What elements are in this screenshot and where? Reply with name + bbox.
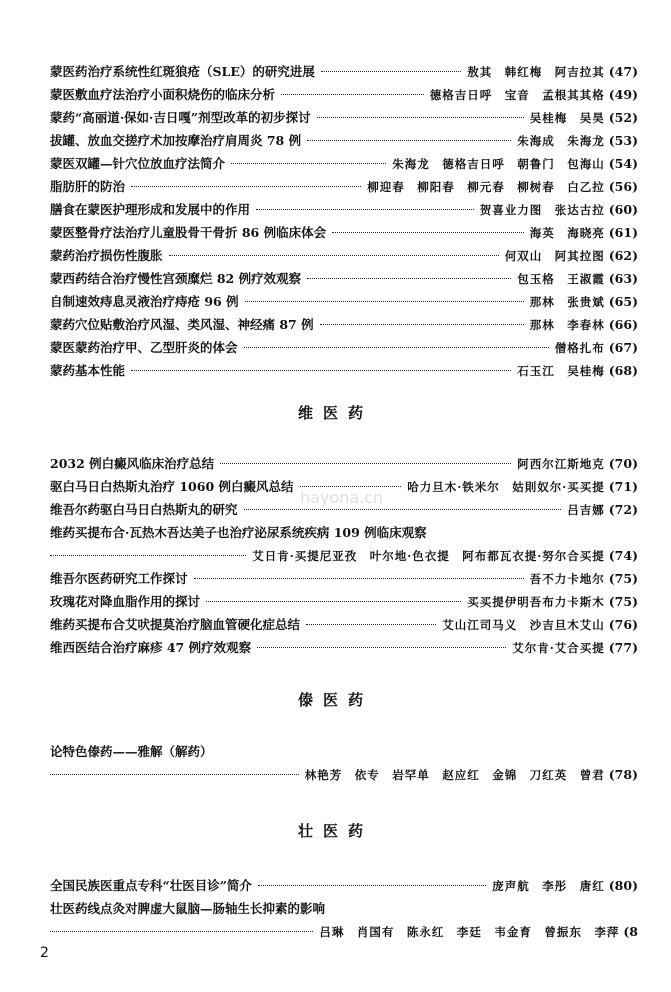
dot-leader: [206, 600, 461, 602]
toc-entry-page: (56): [608, 179, 638, 194]
watermark-text: hayona.cn: [300, 488, 384, 507]
toc-entry-title: 蒙医药治疗系统性红斑狼疮（SLE）的研究进展: [50, 64, 315, 79]
toc-entry-authors: 吴桂梅 吴昊: [529, 111, 605, 125]
toc-entry: [50, 544, 638, 567]
toc-entry-page: (66): [608, 317, 638, 332]
dot-leader: [220, 462, 511, 464]
toc-entry-page: (61): [608, 225, 638, 240]
zhuang-medicine-section: [50, 874, 638, 943]
toc-entry: [50, 313, 638, 336]
zhuang-medicine-heading: 壮医药: [297, 822, 373, 840]
toc-entry-authors: 石玉江 吴桂梅: [517, 364, 605, 378]
toc-entry-authors: 海英 海晓亮: [529, 226, 605, 240]
toc-entry-title: 壮医药线点灸对脾虚大鼠脑—肠轴生长抑素的影响: [50, 901, 326, 916]
toc-entry-authors: 庞声航 李彤 唐红: [492, 879, 605, 893]
toc-entry-authors: 朱海成 朱海龙: [517, 134, 605, 148]
dot-leader: [317, 116, 524, 118]
toc-entry-authors: 那林 李春林: [529, 318, 605, 332]
toc-entry-authors: 艾尔肯·艾合买提: [512, 641, 605, 655]
toc-entry-title: 自制速效痔息灵液治疗痔疮 96 例: [50, 294, 239, 309]
toc-entry: [50, 244, 638, 267]
dot-leader: [332, 231, 524, 233]
toc-entry: [50, 498, 638, 521]
toc-entry-authors: 哈力旦木·铁米尔 姑則奴尔·买买提: [407, 480, 605, 494]
toc-entry-authors: 何双山 阿其拉图: [504, 249, 605, 263]
toc-entry-page: (70): [608, 456, 638, 471]
toc-entry-authors: 柳迎春 柳阳春 柳元春 柳树春 白乙拉: [367, 180, 605, 194]
toc-entry-page: (63): [608, 271, 638, 286]
toc-entry-authors: 艾山江司马义 沙吉旦木艾山: [442, 618, 605, 632]
toc-entry: [50, 613, 638, 636]
toc-entry-title: 蒙医整骨疗法治疗儿童股骨干骨折 86 例临床体会: [50, 225, 327, 240]
toc-entry-page: (78): [608, 767, 638, 782]
toc-entry-page: (8: [623, 924, 638, 939]
toc-entry-title: 蒙医蒙药治疗甲、乙型肝炎的体会: [50, 340, 238, 355]
toc-entry-authors: 包玉格 王淑霞: [517, 272, 605, 286]
toc-entry-authors: 那林 张贵斌: [529, 295, 605, 309]
toc-entry: [50, 198, 638, 221]
toc-entry-authors: 敖其 韩红梅 阿吉拉其: [467, 65, 605, 79]
toc-entry-page: (71): [608, 479, 638, 494]
toc-entry: [50, 106, 638, 129]
toc-entry-authors: 德格吉日呼 宝音 孟根其其格: [429, 88, 605, 102]
toc-entry-page: (67): [608, 340, 638, 355]
page-number: 2: [40, 945, 49, 961]
toc-entry-page: (49): [608, 87, 638, 102]
dai-medicine-section: [50, 740, 638, 786]
dot-leader: [307, 277, 511, 279]
toc-entry-authors: 阿西尔江斯地克: [517, 457, 605, 471]
toc-entry-authors: 林艳芳 依专 岩罕单 赵应红 金锦 刀红英 曾君: [304, 768, 605, 782]
dot-leader: [281, 93, 424, 95]
toc-entry-page: (60): [608, 202, 638, 217]
toc-entry-title: 脂肪肝的防治: [50, 179, 126, 194]
toc-entry-title: 拔罐、放血交搓疗术加按摩治疗肩周炎 78 例: [50, 133, 302, 148]
dot-leader: [244, 346, 549, 348]
toc-entry-title: 维吾尔医药研究工作探讨: [50, 571, 188, 586]
toc-entry-authors: 贺喜业力图 张达古拉: [479, 203, 605, 217]
dot-leader: [169, 254, 499, 256]
toc-entry-page: (77): [608, 640, 638, 655]
toc-entry: [50, 175, 638, 198]
toc-entry-page: (54): [608, 156, 638, 171]
toc-entry-title: 蒙医敷血疗法治疗小面积烧伤的临床分析: [50, 87, 276, 102]
toc-entry: [50, 129, 638, 152]
toc-entry: [50, 874, 638, 897]
toc-entry-page: (75): [608, 571, 638, 586]
toc-entry-title: 维吾尔药驱白马日白热斯丸的研究: [50, 502, 238, 517]
toc-entry: [50, 475, 638, 498]
toc-entry: [50, 336, 638, 359]
toc-entry: [50, 221, 638, 244]
dot-leader: [320, 323, 524, 325]
toc-entry-title: 驱白马日白热斯丸治疗 1060 例白癜风总结: [50, 479, 294, 494]
toc-entry-authors: 僧格扎布: [554, 341, 605, 355]
toc-entry-page: (65): [608, 294, 638, 309]
toc-entry-page: (47): [608, 64, 638, 79]
toc-entry-title: 蒙医双罐—针穴位放血疗法简介: [50, 156, 226, 171]
dot-leader: [244, 508, 562, 510]
toc-entry: [50, 763, 638, 786]
toc-entry-authors: 吕琳 肖国有 陈永红 李廷 韦金育 曾振东 李萍: [319, 925, 620, 939]
toc-entry-authors: 艾日肯·买提尼亚孜 叶尔地·色衣提 阿布都瓦衣提·努尔合买提: [252, 549, 605, 563]
dot-leader: [131, 185, 361, 187]
toc-entry: [50, 359, 638, 382]
toc-entry-title: 蒙药穴位贴敷治疗风湿、类风湿、神经痛 87 例: [50, 317, 314, 332]
toc-entry-page: (62): [608, 248, 638, 263]
dot-leader: [50, 773, 299, 775]
mongolian-medicine-section: [50, 60, 638, 382]
uyghur-medicine-heading: 维医药: [297, 404, 373, 422]
toc-entry-page: (76): [608, 617, 638, 632]
dot-leader: [256, 208, 474, 210]
toc-entry-authors: 吾不力卡地尔: [529, 572, 605, 586]
toc-entry-authors: 朱海龙 德格吉日呼 朝鲁门 包海山: [392, 157, 605, 171]
toc-entry-title: 维药买提布合艾吠提莫治疗脑血管硬化症总结: [50, 617, 301, 632]
toc-entry-page: (52): [608, 110, 638, 125]
toc-entry: [50, 897, 638, 920]
toc-entry-page: (53): [608, 133, 638, 148]
toc-entry-page: (72): [608, 502, 638, 517]
toc-entry: [50, 452, 638, 475]
toc-entry: [50, 567, 638, 590]
toc-entry-title: 蒙药治疗损伤性腹胀: [50, 248, 163, 263]
toc-entry: [50, 636, 638, 659]
dot-leader: [307, 139, 511, 141]
dot-leader: [50, 930, 313, 932]
toc-entry-title: 维西医结合治疗麻疹 47 例疗效观察: [50, 640, 252, 655]
toc-entry: [50, 590, 638, 613]
toc-entry: [50, 290, 638, 313]
toc-entry-title: 蒙药基本性能: [50, 363, 126, 378]
toc-entry: [50, 83, 638, 106]
toc-entry-authors: 吕吉娜: [567, 503, 605, 517]
toc-entry: [50, 60, 638, 83]
uyghur-medicine-section: [50, 452, 638, 659]
toc-entry-title: 全国民族医重点专科“壮医目诊”简介: [50, 878, 252, 893]
dot-leader: [257, 646, 506, 648]
dot-leader: [258, 884, 486, 886]
toc-entry-title: 论特色傣药——雅解（解药）: [50, 744, 213, 759]
toc-entry-title: 膳食在蒙医护理形成和发展中的作用: [50, 202, 251, 217]
toc-entry-title: 玫瑰花对降血脂作用的探讨: [50, 594, 201, 609]
toc-entry-title: 蒙西药结合治疗慢性宫颈糜烂 82 例疗效观察: [50, 271, 302, 286]
toc-entry-page: (75): [608, 594, 638, 609]
dot-leader: [300, 485, 402, 487]
toc-entry-authors: 买买提伊明吾布力卡斯木: [467, 595, 605, 609]
toc-entry-title: 蒙药“高丽道·保如·吉日嘎”剂型改革的初步探讨: [50, 110, 311, 125]
dot-leader: [131, 369, 511, 371]
toc-entry: [50, 740, 638, 763]
toc-entry-page: (80): [608, 878, 638, 893]
dot-leader: [245, 300, 524, 302]
toc-entry-page: (74): [608, 548, 638, 563]
toc-entry: [50, 267, 638, 290]
toc-entry: [50, 521, 638, 544]
dot-leader: [50, 554, 246, 556]
toc-entry: [50, 152, 638, 175]
toc-entry-title: 维药买提布合·瓦热木吾达美子也治疗泌尿系统疾病 109 例临床观察: [50, 525, 427, 540]
dot-leader: [194, 577, 524, 579]
toc-entry: [50, 920, 638, 943]
toc-entry-title: 2032 例白癜风临床治疗总结: [50, 456, 215, 471]
dot-leader: [321, 70, 461, 72]
dot-leader: [231, 162, 386, 164]
dai-medicine-heading: 傣医药: [297, 691, 373, 709]
toc-entry-page: (68): [608, 363, 638, 378]
dot-leader: [306, 623, 436, 625]
